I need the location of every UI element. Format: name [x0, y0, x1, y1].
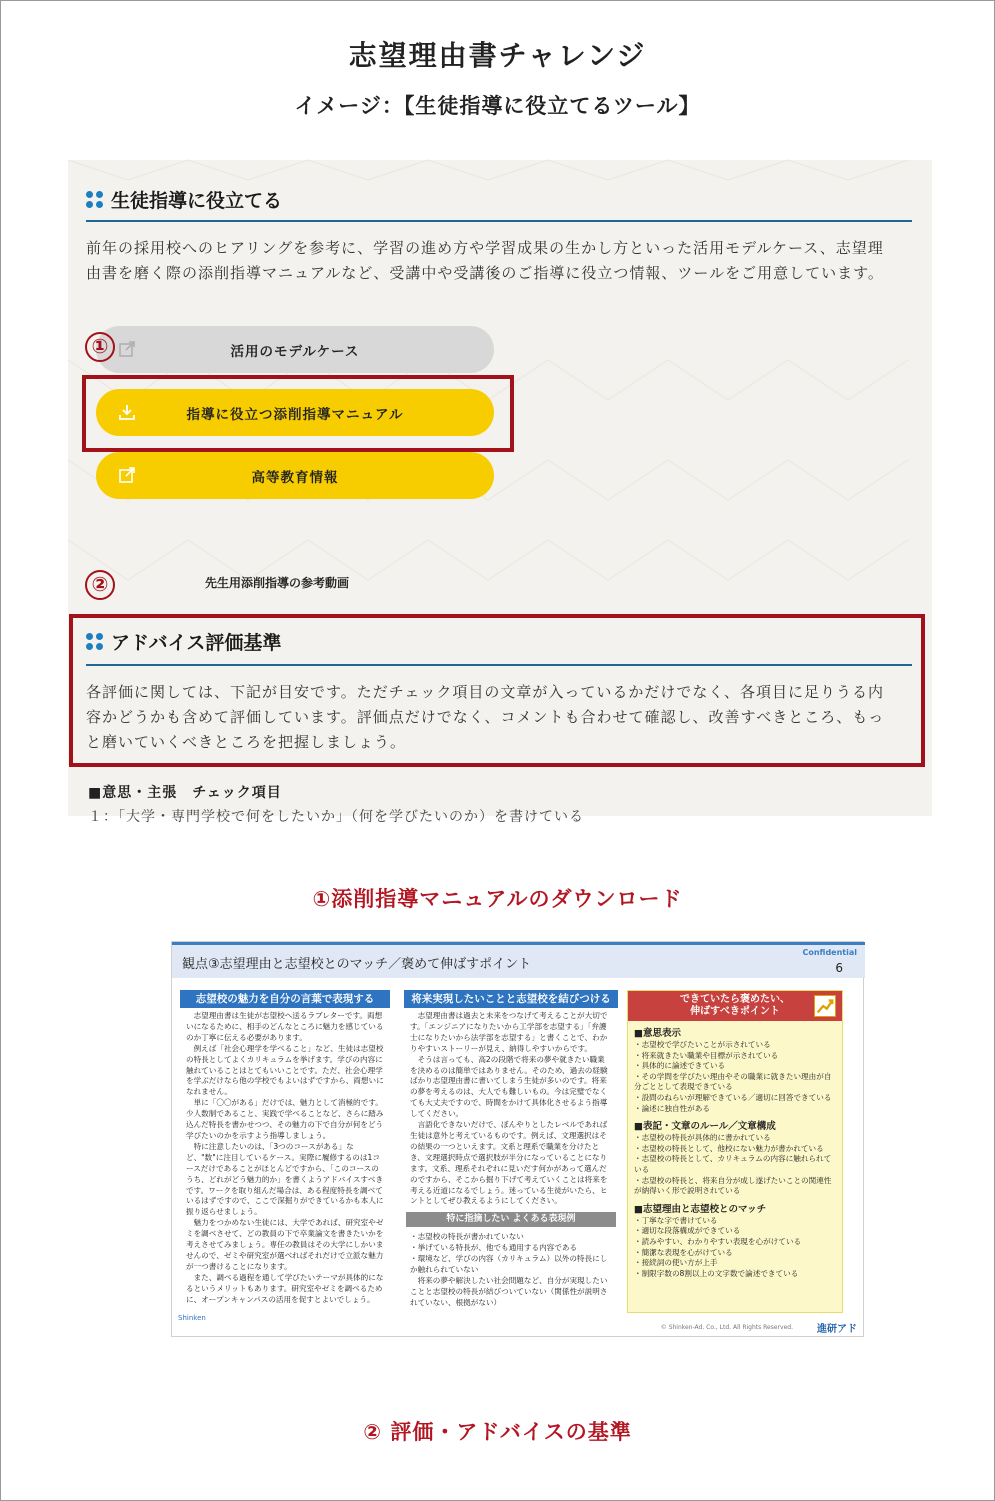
- manual-slide-preview: [171, 941, 864, 1337]
- section-description-line: 前年の採用校へのヒアリングを参考に、学習の進め方や学習成果の生かし方といった活用モデルケース、志望理: [86, 239, 884, 257]
- points-section-heading: ■意思表示: [634, 1028, 681, 1039]
- dots-icon: [86, 191, 103, 208]
- slide-header: [172, 942, 865, 978]
- column-heading-line: できていたら褒めたい、: [680, 994, 790, 1005]
- section-heading-text: 生徒指導に役立てる: [111, 190, 283, 212]
- criteria-description-line: 各評価に関しては、下記が目安です。ただチェック項目の文章が入っているかだけでなく、各項目に足りうる内: [86, 683, 885, 701]
- section-heading-text: アドバイス評価基準: [111, 632, 282, 654]
- growth-chart-icon: [814, 995, 836, 1017]
- criteria-description-line: と磨いていくべきところを把握しましょう。: [86, 733, 407, 751]
- column-body: 志望理由書は生徒が志望校へ送るラブレターです。両想いになるために、相手のどんなところに魅力を感じているのか丁寧に伝える必要があります。 例えば「社会心理学を学べること」など、生徒は志望校の特長としてよくカリキュラムを挙げます。学びの内容に触れていることはとてもいいことです。ただ、社会心理学を学ぶだけなら他の学校でもよいはずですから、両想いになれません。 単に「〇〇がある」だけでは、魅力として消極的です。少人数制であること、実践で学べることなど、さらに踏み込んだ特長を書かせつつ、その魅力の下で自分が何をどう学びたいのかを示すよう指導しましょう。 特に注意したいのは、「3つのコースがある」など、"数"に注目しているケース。実際に履修するのは1コースだけであることがほとんどですから、「このコースのうち、どれがどう魅力的か」を書くようアドバイスすべきです。ワークを取り組んだ場合は、ある程度特長を調べているはずですので、ここで深掘りができているかも本人に振り返らせましょう。 魅力をつかめない生徒には、大学であれば、研究室やゼミを調べさせて、どの教員の下で卒業論文を書きたいかを考えさせてみましょう。専任の教員はその大学にしかいませんので、ゼミや研究室が選べればそれだけで立派な魅力が一つ書けることになります。 また、調べる過程を通して学びたいテーマが具体的になるというメリットもあります。研究室やゼミを調べるために、オープンキャンパスの活用を促すとよいでしょう。: [186, 1011, 384, 1304]
- reference-video-link[interactable]: 先生用添削指導の参考動画: [205, 576, 350, 590]
- column-heading: 志望校の魅力を自分の言葉で表現する: [180, 990, 390, 1008]
- slide-column-3: [627, 990, 843, 1313]
- points-section-items: ・志望校で学びたいことが示されている ・将来就きたい職業や目標が示されている ・具体的に論述できている ・その学問を学びたい理由やその職業に就きたい理由が自分ごととして表現できている ・設問のねらいが理解できている／適切に回答できている ・論述に独自性がある: [634, 1040, 832, 1113]
- marker-2: ②: [85, 570, 115, 600]
- column-heading-line: 伸ばすべきポイント: [690, 1006, 780, 1017]
- higher-education-info-button[interactable]: [96, 452, 494, 499]
- confidential-label: Confidential: [802, 948, 857, 957]
- check-items-heading: ■意思・主張 チェック項目: [88, 785, 282, 801]
- column-sub-body: ・志望校の特長が書かれていない ・挙げている特長が、他でも通用する内容である ・環境など、学びの内容（カリキュラム）以外の特長にしか触れられていない 将来の夢や解決したい社会問題など、自分が実現したいことと志望校の特長が結びついていない（関係性が説明されていない、根拠がない）: [410, 1232, 608, 1307]
- points-section-items: ・丁寧な字で書けている ・適切な段落構成ができている ・読みやすい、わかりやすい表現を心がけている ・簡潔な表現を心がけている ・接続詞の使い方が上手 ・制限字数の8割以上の文字数で論述できている: [634, 1215, 802, 1278]
- caption-manual-download: ①添削指導マニュアルのダウンロード: [312, 887, 683, 911]
- points-section-items: ・志望校の特長が具体的に書かれている ・志望校の特長として、他校にない魅力が書かれている ・志望校の特長として、カリキュラムの内容に触れられている ・志望校の特長と、将来自分が成し遂げたいことの関連性が納得いく形で説明されている: [634, 1133, 832, 1196]
- column-subheading: 特に指摘したい よくある表現例: [406, 1212, 616, 1227]
- criteria-description-line: 容かどうかも含めて評価しています。評価点だけでなく、コメントも合わせて確認し、改善すべきところ、もっ: [86, 708, 885, 726]
- button-label: 指導に役立つ添削指導マニュアル: [186, 406, 404, 423]
- slide-title: 観点③志望理由と志望校とのマッチ／褒めて伸ばすポイント: [182, 957, 532, 972]
- column-heading: 将来実現したいことと志望校を結びつける: [404, 990, 618, 1008]
- section-description-line: 由書を磨く際の添削指導マニュアルなど、受講中や受講後のご指導に役立つ情報、ツールをご用意しています。: [86, 264, 884, 282]
- highlight-box-criteria: [69, 614, 925, 767]
- points-section-heading: ■志望理由と志望校とのマッチ: [634, 1203, 767, 1215]
- button-label: 活用のモデルケース: [230, 343, 360, 360]
- marker-1: ①: [85, 332, 115, 362]
- copyright: © Shinken-Ad. Co., Ltd. All Rights Reserved.: [660, 1324, 793, 1331]
- section-divider: [86, 220, 912, 222]
- slide-page-number: 6: [835, 961, 843, 975]
- section-heading-guidance: [86, 186, 282, 213]
- highlight-box-manual: [82, 375, 514, 452]
- column-body: 志望理由書は過去と未来をつなげて考えることが大切です。「エンジニアになりたいから工学部を志望する」「弁護士になりたいから法学部を志望する」と書くことで、わかりやすいストーリーが見え、納得しやすいからです。 そうは言っても、高2の段階で将来の夢や就きたい職業を決めるのは簡単ではありません。そのため、過去の経験ばかり志望理由書に書いてしまう生徒が多いのです。将来の夢を考えるのは、大人でも難しいもの。今は完璧でなくても大丈夫ですので、時間をかけて具体化させるよう指導してください。 言語化できないだけで、ぼんやりとしたレベルであれば生徒は意外と考えているものです。例えば、文理選択はその結果の一つといえます。文系と理系で職業を分けたとき、文理選択時点で選択肢が半分になっていることになります。文系、理系それぞれに見いだす何かがあって選んだのですから、そこから掘り下げて考えていくことは将来を考える近道になるでしょう。迷っている生徒がいたら、ヒントとしてぜひ教えるようにしてください。: [410, 1011, 608, 1206]
- brand-logo: 進研アド: [817, 1324, 857, 1335]
- caption-criteria: ② 評価・アドバイスの基準: [363, 1420, 632, 1444]
- column-heading: [628, 991, 842, 1021]
- button-label: 高等教育情報: [251, 469, 339, 486]
- external-link-icon: [118, 340, 136, 358]
- slide-column-1: [180, 990, 390, 1308]
- slide-column-2: [404, 990, 618, 1312]
- points-section-heading: ■表記・文章のルール／文章構成: [634, 1121, 776, 1133]
- page-title: 志望理由書チャレンジ: [348, 39, 647, 72]
- footer-logo: Shinken: [178, 1314, 206, 1322]
- model-case-button[interactable]: [96, 326, 494, 373]
- page-subtitle: イメージ：【生徒指導に役立てるツール】: [294, 94, 701, 118]
- check-item: １：「大学・専門学校で何をしたいか」（何を学びたいのか）を書けている: [88, 809, 584, 825]
- external-link-icon: [118, 466, 136, 484]
- section-description: [86, 236, 916, 286]
